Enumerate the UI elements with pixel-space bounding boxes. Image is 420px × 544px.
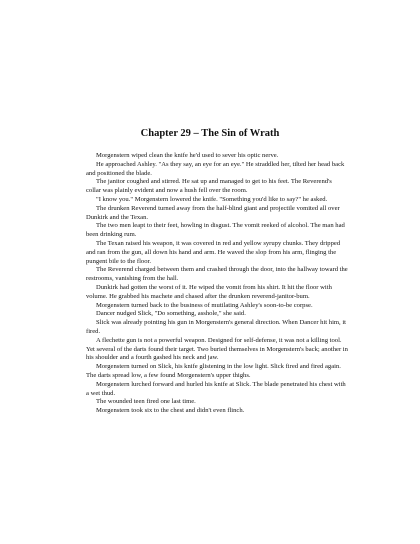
paragraph: The Reverend charged between them and crashed through the door, into the hallway toward the restrooms, vanishing from the hall. [86,266,348,283]
paragraph: Morgenstern turned on Slick, his knife glistening in the low light. Slick fired and fired again. The darts spread low, a few found Morgenstern's upper thighs. [86,363,341,379]
paragraph: Morgenstern lurched forward and hurled his knife at Slick. The blade penetrated his chest with a wet thud. [86,380,346,397]
paragraph: Slick was already pointing his gun in Morgenstern's general direction. When Dancer hit him, it fired. [86,319,346,335]
chapter-title: Chapter 29 – The Sin of Wrath [140,128,280,139]
paragraph: He approached Ashley. "As they say, an eye for an eye." He straddled her, tilted her head back and positioned the blade. [86,160,345,177]
paragraph: A flechette gun is not a powerful weapon. Designed for self-defense, it was not a killing tool. Yet several of the darts found their target. Two buried themselves in Morgenstern's back; another in his shoulder and a fourth gashed his neck and jaw. [86,336,348,362]
paragraph: Dancer nudged Slick, "Do something, asshole," she said. [96,310,246,318]
paragraph: Morgenstern took six to the chest and didn't even flinch. [96,407,245,415]
paragraph: The Texan raised his weapon, it was covered in red and yellow syrupy chunks. They dripped and ran from the gun, all down his hand and arm. He waved the slop from his arm, flinging the pungent bile to the floor. [86,239,341,265]
paragraph: The two men leapt to their feet, howling in disgust. The vomit reeked of alcohol. The man had been drinking rum. [86,222,345,239]
paragraph: "I know you." Morgenstern lowered the knife. "Something you'd like to say?" he asked. [96,195,328,203]
paragraph: Morgenstern wiped clean the knife he'd used to sever his optic nerve. [96,152,279,159]
paragraph: The drunken Reverend turned away from the half-blind giant and projectile vomited all over Dunkirk and the Texan. [86,204,340,221]
paragraph: Morgenstern turned back to the business of mutilating Ashley's soon-to-be corpse. [96,301,313,309]
paragraph: The janitor coughed and stirred. He sat up and managed to get to his feet. The Reverend's collar was plainly evident and now a hush fell over the room. [86,178,332,195]
chapter-body [86,152,348,416]
paragraph: Dunkirk had gotten the worst of it. He wiped the vomit from his shirt. It hit the floor with volume. He grabbed his machete and chased after the drunken reverend-janitor-bum. [86,283,332,300]
paragraph: The wounded teen fired one last time. [96,398,196,406]
